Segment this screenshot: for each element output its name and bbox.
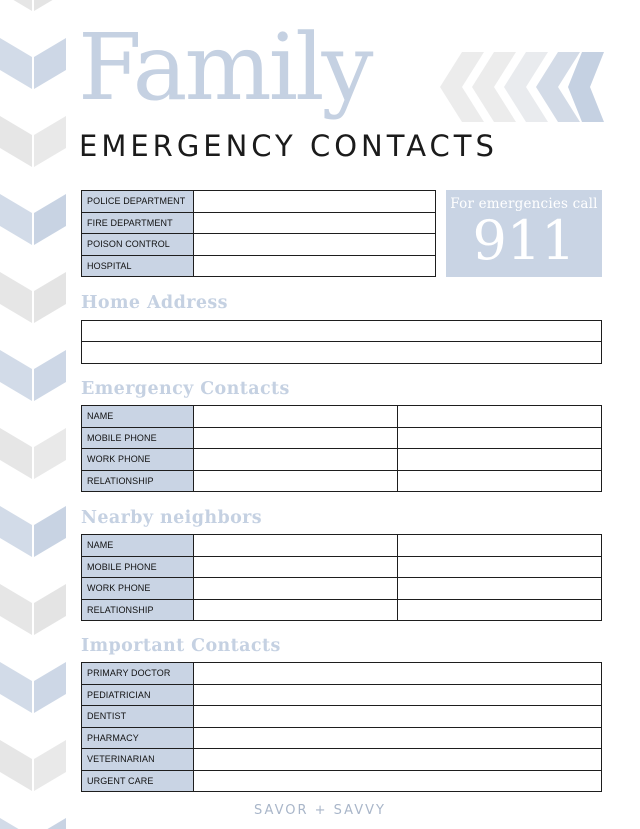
section-title-nearby-neighbors: Nearby neighbors — [81, 508, 263, 528]
row-label: PRIMARY DOCTOR — [82, 663, 194, 685]
entry-field[interactable] — [398, 470, 602, 492]
entry-field[interactable] — [398, 535, 602, 557]
entry-field[interactable] — [398, 578, 602, 600]
entry-field[interactable] — [194, 770, 602, 792]
emergency-callout — [446, 190, 602, 277]
row-label: PHARMACY — [82, 727, 194, 749]
entry-field[interactable] — [194, 684, 602, 706]
table-row — [82, 770, 602, 792]
entry-field[interactable] — [194, 449, 398, 471]
entry-field[interactable] — [398, 427, 602, 449]
entry-field[interactable] — [194, 470, 398, 492]
table-row — [82, 727, 602, 749]
row-label: PEDIATRICIAN — [82, 684, 194, 706]
row-label: MOBILE PHONE — [82, 427, 194, 449]
page-title: Family — [78, 14, 371, 121]
chevron-pattern-icon — [440, 52, 604, 122]
entry-field[interactable] — [194, 578, 398, 600]
row-label: NAME — [82, 406, 194, 428]
entry-field[interactable] — [194, 535, 398, 557]
entry-field[interactable] — [194, 599, 398, 621]
table-row — [82, 449, 602, 471]
row-label: HOSPITAL — [82, 255, 194, 277]
table-row — [82, 706, 602, 728]
row-label: MOBILE PHONE — [82, 556, 194, 578]
neighbors-table — [81, 534, 602, 621]
row-label: VETERINARIAN — [82, 749, 194, 771]
important-contacts-table — [81, 662, 602, 792]
row-label: POISON CONTROL — [82, 234, 194, 256]
page-subtitle: EMERGENCY CONTACTS — [79, 129, 498, 163]
table-row — [82, 470, 602, 492]
table-row — [82, 427, 602, 449]
entry-field[interactable] — [194, 663, 602, 685]
emergency-number: 911 — [472, 209, 576, 272]
table-row — [82, 191, 436, 213]
address-line[interactable] — [82, 321, 601, 342]
entry-field[interactable] — [194, 427, 398, 449]
emergency-contacts-table — [81, 405, 602, 492]
entry-field[interactable] — [194, 749, 602, 771]
chevron-pattern-icon — [0, 0, 66, 829]
entry-field[interactable] — [398, 556, 602, 578]
row-label: RELATIONSHIP — [82, 470, 194, 492]
entry-field[interactable] — [194, 234, 436, 256]
table-row — [82, 406, 602, 428]
row-label: NAME — [82, 535, 194, 557]
row-label: URGENT CARE — [82, 770, 194, 792]
row-label: WORK PHONE — [82, 578, 194, 600]
emergency-call-text: For emergencies call — [450, 196, 598, 212]
entry-field[interactable] — [398, 449, 602, 471]
table-row — [82, 599, 602, 621]
table-row — [82, 684, 602, 706]
entry-field[interactable] — [194, 556, 398, 578]
table-row — [82, 556, 602, 578]
table-row — [82, 255, 436, 277]
section-title-home-address: Home Address — [81, 293, 228, 313]
table-row — [82, 578, 602, 600]
section-title-emergency-contacts: Emergency Contacts — [81, 379, 290, 399]
row-label: POLICE DEPARTMENT — [82, 191, 194, 213]
brand-footer: SAVOR + SAVVY — [254, 803, 386, 818]
table-row — [82, 212, 436, 234]
entry-field[interactable] — [194, 406, 398, 428]
entry-field[interactable] — [194, 191, 436, 213]
table-row — [82, 749, 602, 771]
entry-field[interactable] — [194, 255, 436, 277]
section-title-important-contacts: Important Contacts — [81, 636, 281, 656]
table-row — [82, 234, 436, 256]
entry-field[interactable] — [194, 212, 436, 234]
table-row — [82, 535, 602, 557]
address-line[interactable] — [82, 342, 601, 363]
entry-field[interactable] — [398, 406, 602, 428]
home-address-box — [81, 320, 602, 364]
services-table — [81, 190, 436, 277]
entry-field[interactable] — [398, 599, 602, 621]
row-label: DENTIST — [82, 706, 194, 728]
entry-field[interactable] — [194, 727, 602, 749]
entry-field[interactable] — [194, 706, 602, 728]
table-row — [82, 663, 602, 685]
row-label: RELATIONSHIP — [82, 599, 194, 621]
row-label: FIRE DEPARTMENT — [82, 212, 194, 234]
row-label: WORK PHONE — [82, 449, 194, 471]
